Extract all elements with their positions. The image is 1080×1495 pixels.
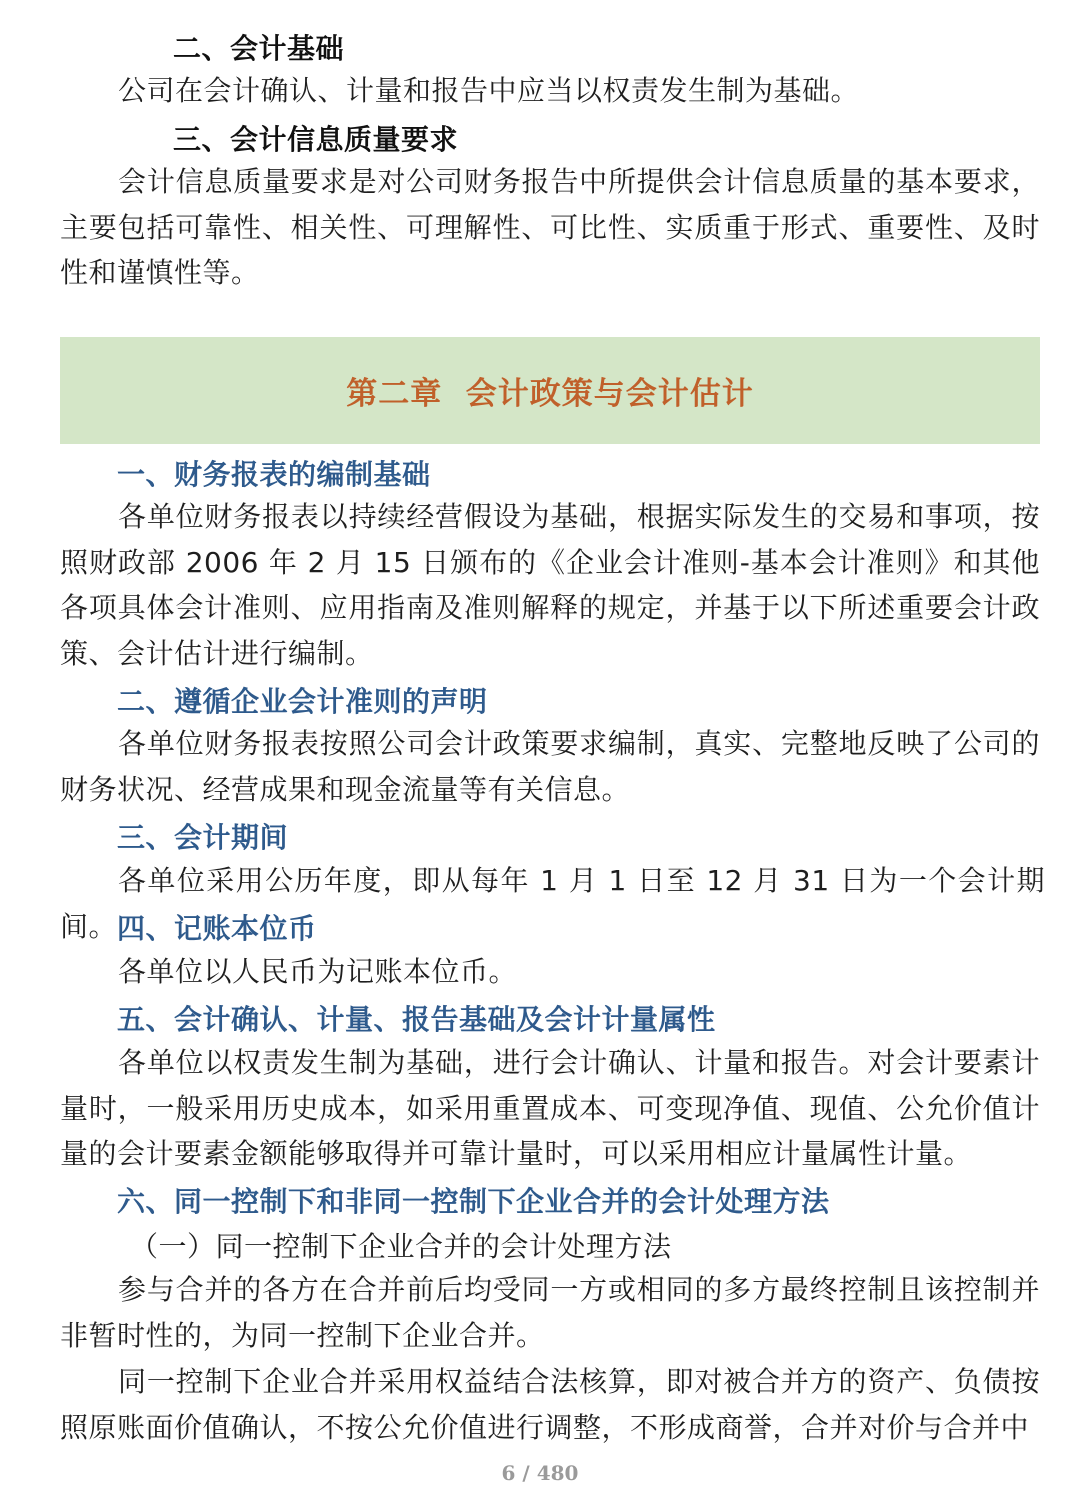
heading-section-3: 三、会计期间 [117,821,289,854]
paragraph-information-quality: 会计信息质量要求是对公司财务报告中所提供会计信息质量的基本要求，主要包括可靠性、相关性、可理解性、可比性、实质重于形式、重要性、及时性和谨慎性等。 [60,165,1040,289]
paragraph-section-6-1: 参与合并的各方在合并前后均受同一方或相同的多方最终控制且该控制并非暂时性的，为同一控制下企业合并。 [60,1273,1040,1352]
heading-section-1: 一、财务报表的编制基础 [117,458,431,491]
heading-accounting-basis: 二、会计基础 [173,32,345,65]
page-number: 6 / 480 [501,1461,579,1485]
chapter-title: 第二章 会计政策与会计估计 [346,376,754,412]
subheading-section-6-1: （一）同一控制下企业合并的会计处理方法 [130,1230,672,1263]
heading-information-quality: 三、会计信息质量要求 [173,123,459,156]
paragraph-section-4: 各单位以人民币为记账本位币。 [118,955,518,988]
paragraph-section-6-2: 同一控制下企业合并采用权益结合法核算，即对被合并方的资产、负债按照原账面价值确认，不按公允价值进行调整，不形成商誉，合并对价与合并中 [60,1365,1040,1444]
heading-section-6: 六、同一控制下和非同一控制下企业合并的会计处理方法 [117,1185,830,1218]
chapter-banner [60,337,1040,444]
heading-section-4: 四、记账本位币 [117,912,317,945]
heading-section-5: 五、会计确认、计量、报告基础及会计计量属性 [117,1003,716,1036]
paragraph-section-3: 各单位采用公历年度，即从每年 1 月 1 日至 12 月 31 日为一个会计期间。 [60,864,1045,943]
heading-section-2: 二、遵循企业会计准则的声明 [117,685,488,718]
paragraph-accounting-basis: 公司在会计确认、计量和报告中应当以权责发生制为基础。 [118,74,860,107]
paragraph-section-2: 各单位财务报表按照公司会计政策要求编制，真实、完整地反映了公司的财务状况、经营成果和现金流量等有关信息。 [60,727,1040,806]
paragraph-section-5: 各单位以权责发生制为基础，进行会计确认、计量和报告。对会计要素计量时，一般采用历史成本，如采用重置成本、可变现净值、现值、公允价值计量的会计要素金额能够取得并可靠计量时，可以采用相应计量属性计量。 [60,1046,1040,1170]
paragraph-section-1: 各单位财务报表以持续经营假设为基础，根据实际发生的交易和事项，按照财政部 2006 年 2 月 15 日颁布的《企业会计准则-基本会计准则》和其他各项具体会计准则、应用指南及准则解释的规定，并基于以下所述重要会计政策、会计估计进行编制。 [60,500,1040,670]
